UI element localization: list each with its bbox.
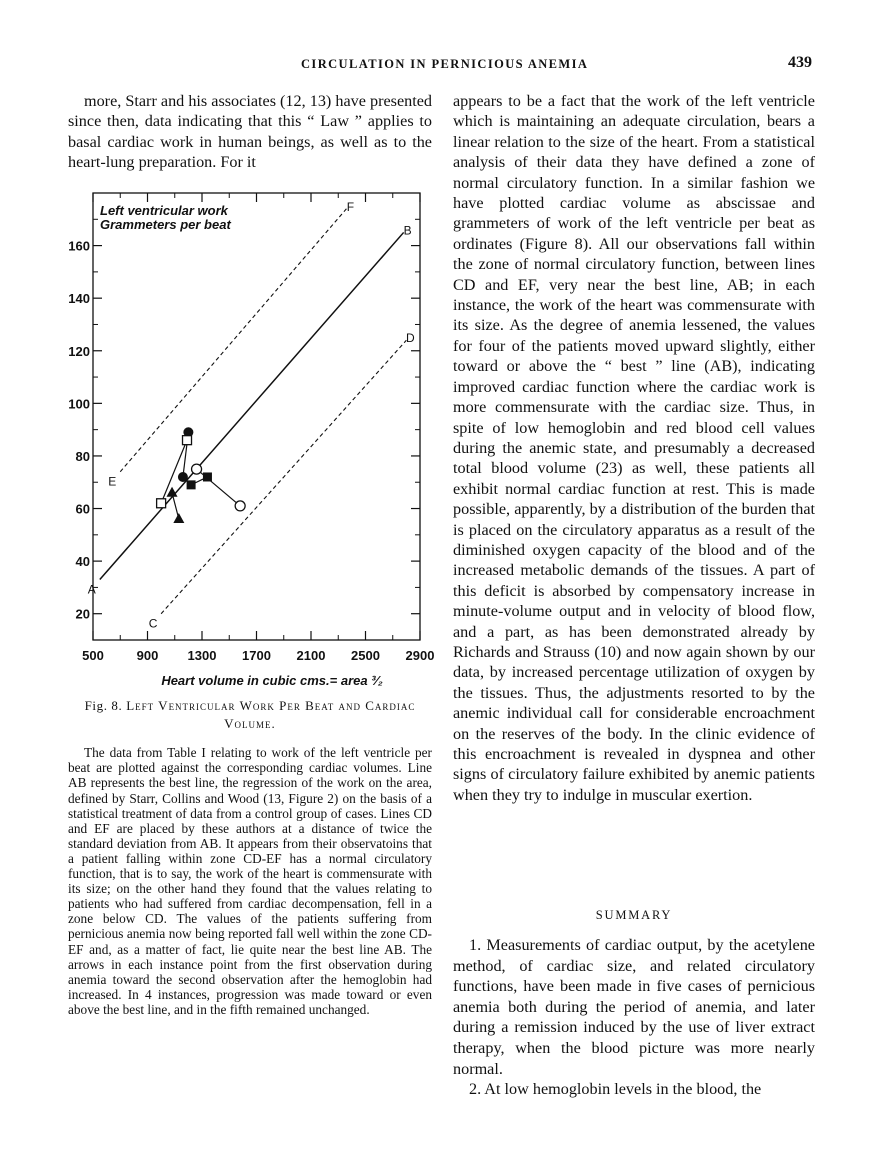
page-header [0,54,890,78]
y-tick-label: 20 [75,606,90,622]
data-point-open-square [157,499,166,508]
line-label-f: F [346,199,355,214]
x-tick-label: 2500 [351,648,380,663]
summary-item: 1. Measurements of cardiac output, by the acetylene method, of cardiac size, and related circulatory functions, have been made in five cases of pernicious anemia both during the period of anemia, and later during a remission induced by the use of liver extract therapy, when the blood picture was more nearly normal. [453,936,815,1078]
summary-item: 2. At low hemoglobin levels in the blood, the [469,1080,762,1099]
line-ab [100,232,404,579]
y-tick-label: 140 [68,291,90,307]
data-point-filled-square [187,480,196,489]
y-tick-label: 100 [68,396,90,412]
caption-prefix: Fig. 8. [84,698,123,713]
page-number: 439 [788,54,812,71]
line-ef [120,209,346,472]
data-point-open-circle [192,464,202,474]
data-point-open-square [183,436,192,445]
right-column [453,91,815,805]
y-tick-label: 120 [68,343,90,359]
y-tick-label: 160 [68,238,90,254]
x-tick-label: 1300 [187,648,217,663]
summary-section [453,935,815,1100]
x-tick-label: 2100 [296,648,326,663]
line-label-e: E [108,474,117,489]
x-axis-label: Heart volume in cubic cms.= area ³⁄₂ [161,673,383,688]
body-paragraph: appears to be a fact that the work of the left ventricle which is maintaining an adequate circulation, bears a linear relation to the size of the heart. From a statistical analysis of their data they have defined a zone of normal circulatory function. In a similar fashion we have plotted cardiac volume as abscissae and grammeters of work of the left ventricle per beat as ordinates (Figure 8). All our observations fall within the zone of normal circulatory function, between lines CD and EF, very near the best line, AB; in each instance, the work of the heart was commensurate with its size. As the degree of anemia lessened, the values for four of the patients moved upward slightly, either toward or above the “ best ” line (AB), indicating improved cardiac function where the cardiac work is more commensurate with the cardiac size. Thus, in spite of low hemoglobin and red blood cell values during the anemic state, and presumably a decreased total blood volume (23) as well, these patients all exhibit normal cardiac function at rest. This is made possible, apparently, by a distribution of the burden that is placed on the circulatory apparatus as a result of the diminished oxygen capacity of the blood and of the increased metabolic demands of the tissues. A part of this deficit is absorbed by compensatory increase in minute-volume output and in velocity of blood flow, and a part, as has been demonstrated already by Richards and Strauss (10) and now again shown by our data, by increased percentage utilization of oxygen by the tissues. Thus, the adjustments resorted to by the anemic individual call for considerable encroachment on the reserves of the body. In the clinic evidence of this encroachment is revealed in dyspnea and other signs of circulatory failure exhibited by anemic patients when they try to indulge in muscular exertion. [453,92,815,804]
x-tick-label: 1700 [242,648,271,663]
x-tick-label: 2900 [405,648,435,663]
line-label-d: D [406,331,415,346]
data-point-filled-square [203,472,212,481]
left-column-paragraph [68,91,432,173]
y-tick-label: 40 [75,554,90,570]
line-label-a: A [87,582,96,597]
line-label-c: C [148,616,158,631]
plot-frame [93,193,420,640]
running-title: CIRCULATION IN PERNICIOUS ANEMIA [301,57,589,71]
x-tick-label: 500 [82,648,104,663]
summary-heading: SUMMARY [595,908,673,922]
chart-inner-label-line1: Left ventricular work [100,203,228,218]
work-vs-volume-chart [60,180,440,710]
chart-inner-label-line2: Grammeters per beat [100,217,231,232]
data-point-open-circle [235,501,245,511]
x-tick-label: 900 [136,648,159,663]
figure-note: The data from Table I relating to work of the left ventricle per beat are plotted against the corresponding cardiac volumes. Line AB represents the best line, the regression of the work on the area, defined by Starr, Collins and Wood (13, Figure 2) on the basis of a statistical treatment of data from a control group of cases. Lines CD and EF are placed by these authors at a distance of twice the standard deviation from AB. It appears from their observatoins that a patient falling within zone CD-EF has a normal circulatory function, that is to say, the work of the heart is commensurate with its size; on the other hand they found that the values relating to patients who had suffered from cardiac decompensation, fell in a zone below CD. The values of the patients suffering from pernicious anemia now being reported fall well within the zone CD-EF and, as a matter of fact, lie quite near the best line AB. The arrows in each instance point from the first observation during anemia toward the second observation after the hemoglobin had increased. In 4 instances, progression was made toward or even above the best line, and in the fifth remained unchanged. [68,745,432,1017]
data-point-filled-triangle [173,513,184,523]
figure-8 [60,180,440,710]
line-label-b: B [403,223,412,238]
body-paragraph: more, Starr and his associates (12, 13) have presented since then, data indicating that this “ Law ” applies to basal cardiac work in human beings, as well as to the heart-lung preparation. For it [68,92,432,172]
y-tick-label: 60 [75,501,90,517]
figure-caption [68,697,432,733]
y-tick-label: 80 [75,448,90,464]
caption-title: Left Ventricular Work Per Beat and Cardiac Volume. [126,698,416,731]
data-point-filled-circle [178,472,188,482]
